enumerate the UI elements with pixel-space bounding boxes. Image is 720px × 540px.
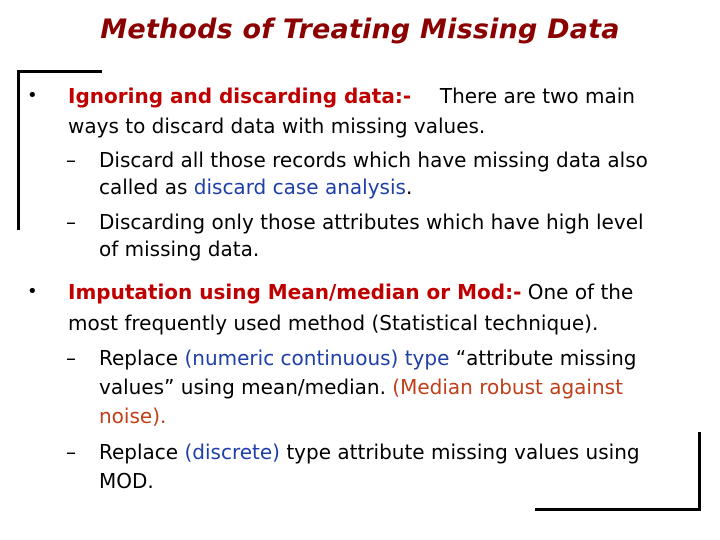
item2-sub2-text-a: Replace bbox=[99, 440, 185, 464]
item2-sub1-line3: noise). bbox=[99, 404, 167, 428]
bracket-bottom-right-vertical bbox=[698, 432, 701, 511]
item1-dash-1: – bbox=[66, 148, 76, 172]
bracket-bottom-right-horizontal bbox=[535, 508, 700, 511]
item2-sub1-line1 bbox=[99, 346, 637, 370]
discrete-term: (discrete) bbox=[184, 440, 280, 464]
item2-dash-2: – bbox=[66, 440, 76, 464]
item2-intro: One of the bbox=[527, 280, 634, 304]
item1-sub1-line1: Discard all those records which have missing data also bbox=[99, 148, 648, 172]
bullet-1: • bbox=[27, 85, 38, 106]
item2-sub1-text-c: “attribute missing bbox=[449, 346, 637, 370]
item2-sub2-line1 bbox=[99, 440, 640, 464]
item1-dash-2: – bbox=[66, 210, 76, 234]
discard-case-analysis-term: discard case analysis bbox=[193, 175, 406, 199]
item2-heading: Imputation using Mean/median or Mod:- bbox=[68, 280, 522, 304]
item1-sub2-line2: of missing data. bbox=[99, 237, 260, 261]
item1-line1 bbox=[68, 84, 635, 108]
item1-sub1-line2 bbox=[99, 175, 412, 199]
item1-intro: There are two main bbox=[439, 84, 635, 108]
item2-sub2-text-c: type attribute missing values using bbox=[279, 440, 640, 464]
item2-line1 bbox=[68, 280, 633, 304]
bracket-top-left-horizontal bbox=[17, 70, 102, 73]
item2-sub1-line2 bbox=[99, 375, 623, 399]
item2-sub1-text-d: values” using mean/median. bbox=[99, 375, 393, 399]
item2-sub1-text-a: Replace bbox=[99, 346, 185, 370]
item1-line2: ways to discard data with missing values. bbox=[68, 114, 486, 138]
item2-dash-1: – bbox=[66, 346, 76, 370]
bullet-2: • bbox=[27, 281, 38, 302]
item1-sub2-line1: Discarding only those attributes which have high level bbox=[99, 210, 644, 234]
item1-sub1-text: called as bbox=[99, 175, 194, 199]
bracket-top-left-vertical bbox=[17, 70, 20, 230]
item1-heading: Ignoring and discarding data:- bbox=[68, 84, 412, 108]
page-title: Methods of Treating Missing Data bbox=[100, 14, 620, 45]
item2-sub2-line2: MOD. bbox=[99, 469, 154, 493]
median-robust-note: (Median robust against bbox=[392, 375, 623, 399]
numeric-continuous-term: (numeric continuous) type bbox=[184, 346, 450, 370]
item1-sub1-period: . bbox=[405, 175, 413, 199]
item2-line2: most frequently used method (Statistical technique). bbox=[68, 311, 599, 335]
